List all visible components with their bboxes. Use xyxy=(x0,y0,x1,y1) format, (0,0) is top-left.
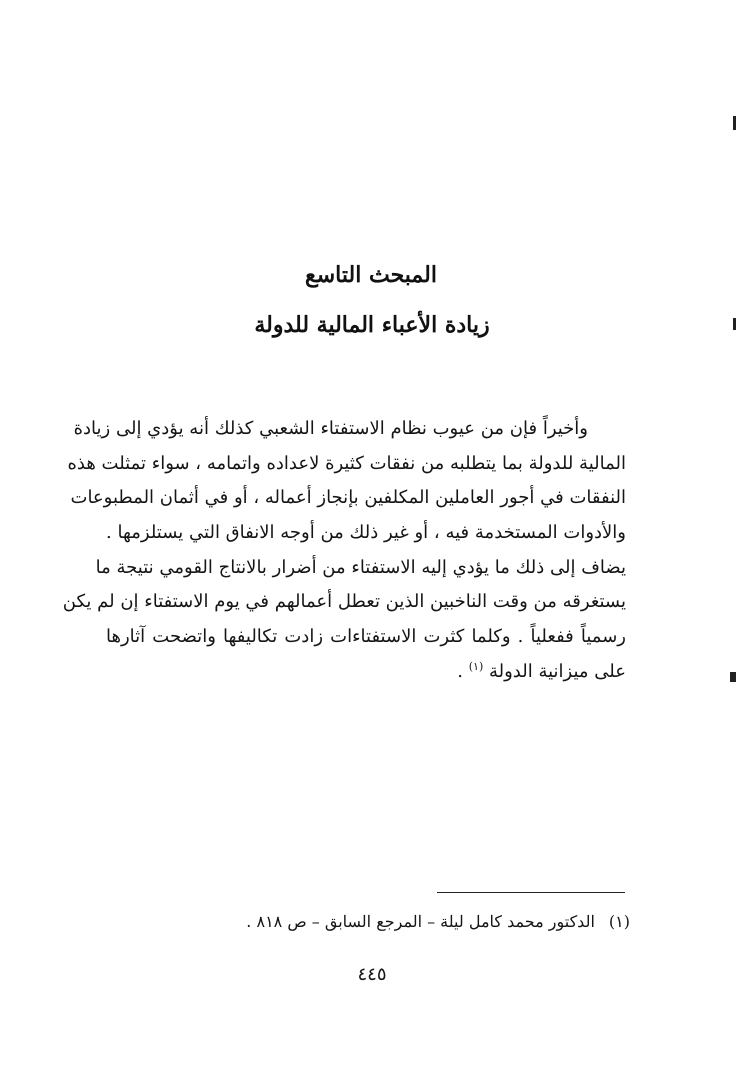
scan-edge-mark xyxy=(730,672,736,682)
footnote xyxy=(246,912,630,931)
body-line: النفقات في أجور العاملين المكلفين بإنجاز أعماله ، أو في أثمان المطبوعات xyxy=(70,487,626,509)
page-number: ٤٤٥ xyxy=(357,964,387,985)
footnote-divider xyxy=(437,892,625,893)
footnote-reference: (١) xyxy=(468,659,484,673)
footnote-text: الدكتور محمد كامل ليلة – المرجع السابق – ص ٨١٨ . xyxy=(246,912,595,931)
body-line: يستغرقه من وقت الناخبين الذين تعطل أعمالهم في يوم الاستفتاء إن لم يكن xyxy=(62,591,626,613)
body-last-line xyxy=(106,655,626,690)
body-last-line-end: . xyxy=(457,660,469,682)
body-line: رسمياً ففعلياً . وكلما كثرت الاستفتاءات زادت تكاليفها واتضحت آثارها xyxy=(106,626,626,648)
chapter-heading: المبحث التاسع xyxy=(305,262,437,288)
body-paragraph xyxy=(62,412,626,690)
body-line: والأدوات المستخدمة فيه ، أو غير ذلك من أوجه الانفاق التي يستلزمها . xyxy=(106,522,626,544)
body-line: يضاف إلى ذلك ما يؤدي إليه الاستفتاء من أضرار بالانتاج القومي نتيجة ما xyxy=(95,556,626,578)
footnote-number: (١) xyxy=(608,912,630,931)
body-line: وأخيراً فإن من عيوب نظام الاستفتاء الشعبي كذلك أنه يؤدي إلى زيادة xyxy=(73,418,588,439)
body-line: المالية للدولة بما يتطلبه من نفقات كثيرة لاعداده واتمامه ، سواء تمثلت هذه xyxy=(67,452,626,474)
body-last-line-text: على ميزانية الدولة xyxy=(488,660,626,682)
section-title: زيادة الأعباء المالية للدولة xyxy=(254,312,490,338)
